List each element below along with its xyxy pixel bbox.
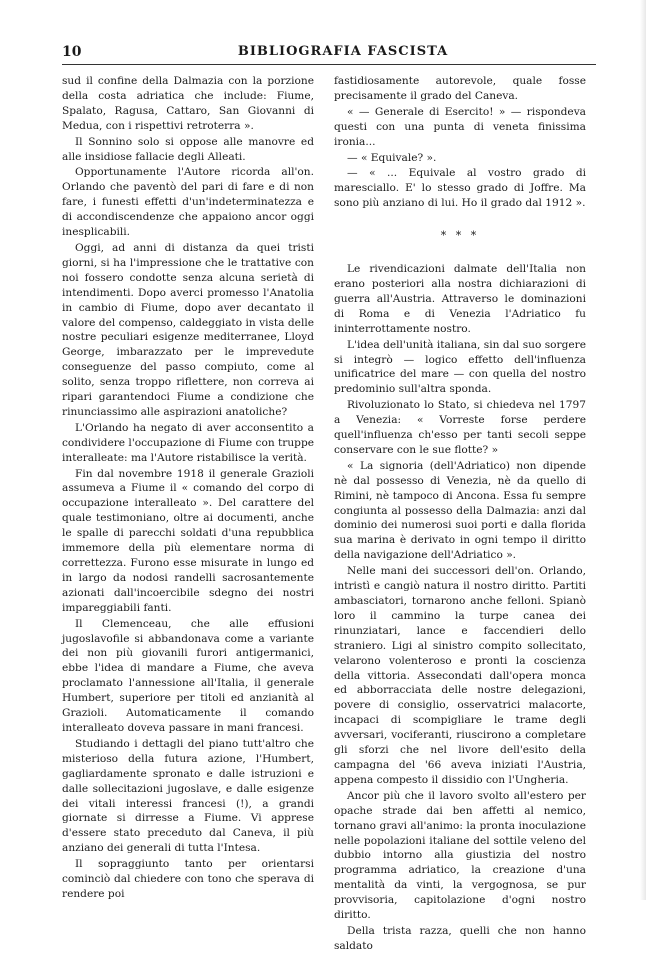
paragraph: Studiando i dettagli del piano tutt'altro che misterioso della futura azione, l'Humbert, gagliardamente spronato e dalle istruzioni e dalle sollecitazioni jugoslave, e dalle esigenze dei vitali interessi francesi (!), a grandi giornate si dirresse a Fiume. Vi apprese d'essere stato preceduto dal Caneva, il più anziano dei generali di tutta l'Intesa.	[62, 737, 314, 855]
page-number: 10	[62, 44, 82, 60]
paragraph: Il Sonnino solo si oppose alle manovre ed alle insidiose fallacie degli Alleati.	[62, 135, 314, 163]
paragraph: Le rivendicazioni dalmate dell'Italia non erano posteriori alla nostra dichiarazioni di guerra all'Austria. Attraverso le dominazioni di Roma e di Venezia l'Adriatico fu ininterrottamente nostro.	[334, 263, 586, 335]
left-column	[62, 74, 314, 903]
paragraph: sud il confine della Dalmazia con la porzione della costa adriatica che include: Fiume, Spalato, Ragusa, Cattaro, San Giovanni di Medua, con i rispettivi retroterra ».	[62, 75, 314, 132]
right-column	[334, 74, 586, 955]
paragraph: Rivoluzionato lo Stato, si chiedeva nel 1797 a Venezia: « Vorreste forse perdere quell'influenza ch'esso per tanti secoli seppe conservare con le sue flotte? »	[334, 399, 586, 456]
section-separator: * * *	[440, 229, 480, 243]
paragraph: L'Orlando ha negato di aver acconsentito a condividere l'occupazione di Fiume con truppe interalleate: ma l'Autore ristabilisce la verità.	[62, 421, 314, 464]
header-rule	[62, 64, 596, 65]
paragraph: « La signoria (dell'Adriatico) non dipende nè dal possesso di Venezia, nè da quello di Rimini, nè tampoco di Ancona. Essa fu sempre congiunta al possesso della Dalmazia: anzi dal dominio dei numerosi suoi porti e dalla florida sua marina è derivato in ogni tempo il diritto della navigazione dell'Adriatico ».	[334, 459, 586, 562]
dialogue-line: « — Generale di Esercito! » — rispondeva questi con una punta di veneta finissima ironia...	[334, 105, 586, 148]
paragraph: Il Clemenceau, che alle effusioni jugoslavofile si abbandonava come a variante dei non più giovanili furori antigermanici, ebbe l'idea di mandare a Fiume, che aveva proclamato l'annessione all'Italia, il generale Humbert, superiore per titoli ed anzianità al Grazioli. Automaticamente il comando interalleato doveva passare in mani francesi.	[62, 617, 314, 734]
paragraph: fastidiosamente autorevole, quale fosse precisamente il grado del Caneva.	[334, 75, 586, 102]
paragraph: L'idea dell'unità italiana, sin dal suo sorgere si integrò — logico effetto dell'influenza unificatrice del mare — con quella del nostro predominio sull'altra sponda.	[334, 338, 586, 396]
paragraph: Fin dal novembre 1918 il generale Grazioli assumeva a Fiume il « comando del corpo di occupazione interalleato ». Del carattere del quale testimoniano, oltre ai documenti, anche le spalle di parecchi soldati d'una repubblica immemore della più elementare norma di correttezza. Furono esse misurate in lungo ed in largo da nodosi randelli sacrosantemente azionati dall'incoercibile sdegno dei nostri impareggiabili fanti.	[62, 467, 314, 614]
page-edge-shadow	[640, 0, 646, 900]
paragraph: Nelle mani dei successori dell'on. Orlando, intristì e cangiò natura il nostro diritto. Partiti ambasciatori, tornarono anche felloni. Spianò loro il cammino la turpe canea dei rinunziatari, lance e faccendieri dello straniero. Ligi al sinistro compito sollecitato, velarono volenteroso e pronti la coscienza della vittoria. Assecondati dall'opera monca ed abborracciata delle nostre delegazioni, povere di consiglio, osservatrici malacorte, incapaci di scompigliare le trame degli avversari, vociferanti, riuscirono a completare gli sforzi che nel livore dell'esito della campagna del '66 aveva iniziati l'Austria, appena compesto il dissidio con l'Ungheria.	[334, 565, 586, 786]
paragraph: Il sopraggiunto tanto per orientarsi cominciò dal chiedere con tono che sperava di rendere poi	[62, 858, 314, 900]
paragraph: Oggi, ad anni di distanza da quei tristi giorni, si ha l'impressione che le trattative con noi fossero condotte senza alcuna serietà di intendimenti. Dopo averci promesso l'Anatolia in cambio di Fiume, dopo aver decantato il valore del compenso, caldeggiato in vista delle nostre peculiari esigenze mediterranee, Lloyd George, imbarazzato per le imprevedute conseguenze del passo compiuto, come al solito, senza troppo riflettere, non correva ai ripari garantendoci Fiume a condizione che rinunciassimo alle aspirazioni anatoliche?	[62, 241, 314, 418]
paragraph: Opportunamente l'Autore ricorda all'on. Orlando che paventò del pari di fare e di non fare, i funesti effetti d'un'indeterminatezza e di accondiscendenze che appaiono ancor oggi inesplicabili.	[62, 166, 314, 239]
dialogue-line: — « Equivale? ».	[347, 151, 437, 164]
dialogue-line: — « ... Equivale al vostro grado di maresciallo. E' lo stesso grado di Joffre. Ma sono più anziano di lui. Ho il grado dal 1912 ».	[334, 167, 586, 210]
paragraph: Ancor più che il lavoro svolto all'estero per opache strade dai ben affetti al nemico, tornano gravi all'animo: la pronta inoculazione nelle popolazioni italiane del sottile veleno del dubbio intorno alla giustizia del nostro programma adriatico, la creazione d'una mentalità da vinti, la vergognosa, se pur provvisoria, capitolazione d'ogni nostro diritto.	[334, 789, 586, 922]
running-header-title: BIBLIOGRAFIA FASCISTA	[237, 44, 449, 59]
paragraph: Della trista razza, quelli che non hanno saldato	[334, 924, 586, 952]
